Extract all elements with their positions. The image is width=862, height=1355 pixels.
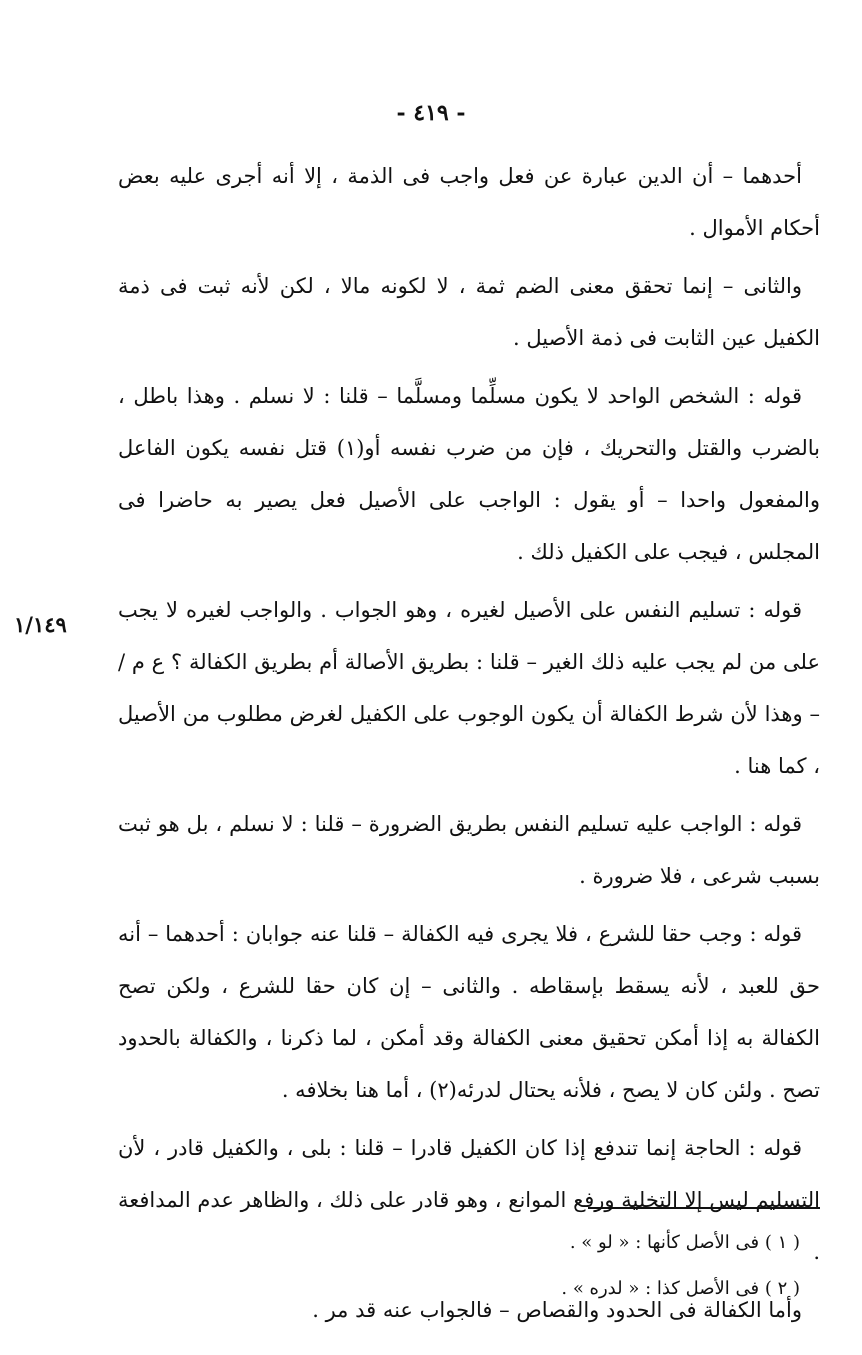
paragraph: قوله : تسليم النفس على الأصيل لغيره ، وهو الجواب . والواجب لغيره لا يجب على من لم يجب عليه ذلك الغير – قلنا : بطريق الأصالة أم بطريق الكفالة ؟ ع م / – وهذا لأن شرط الكفالة أن يكون الوجوب على الكفيل لغرض مطلوب من الأصيل ، كما هنا . xyxy=(118,598,820,778)
footnote: ( ٢ ) فى الأصل كذا : « لدره » . xyxy=(561,1278,800,1299)
paragraph: وأما الكفالة فى الحدود والقصاص – فالجواب عنه قد مر . xyxy=(312,1298,802,1322)
paragraph: والثانى – إنما تحقق معنى الضم ثمة ، لا لكونه مالا ، لكن لأنه ثبت فى ذمة الكفيل عين الثابت فى ذمة الأصيل . xyxy=(118,274,820,350)
page-number: - ٤١٩ - xyxy=(396,100,466,126)
footnote-divider xyxy=(588,1207,820,1209)
footnotes xyxy=(360,1220,800,1312)
margin-reference: ١/١٤٩ xyxy=(14,612,67,637)
footnote: ( ١ ) فى الأصل كأنها : « لو » . xyxy=(569,1232,800,1253)
main-text xyxy=(118,150,820,1342)
paragraph: قوله : الحاجة إنما تندفع إذا كان الكفيل قادرا – قلنا : بلى ، والكفيل قادر ، لأن التسليم ليس إلا التخلية ورفع الموانع ، وهو قادر على ذلك ، والظاهر عدم المدافعة . xyxy=(118,1136,820,1264)
paragraph: قوله : الشخص الواحد لا يكون مسلِّما ومسلَّما – قلنا : لا نسلم . وهذا باطل ، بالضرب والقتل والتحريك ، فإن من ضرب نفسه أو(١) قتل نفسه يكون الفاعل والمفعول واحدا – أو يقول : الواجب على الأصيل فعل يصير به حاضرا فى المجلس ، فيجب على الكفيل ذلك . xyxy=(118,384,820,564)
paragraph: أحدهما – أن الدين عبارة عن فعل واجب فى الذمة ، إلا أنه أجرى عليه بعض أحكام الأموال . xyxy=(118,164,820,240)
paragraph: قوله : وجب حقا للشرع ، فلا يجرى فيه الكفالة – قلنا عنه جوابان : أحدهما – أنه حق للعبد ، لأنه يسقط بإسقاطه . والثانى – إن كان حقا للشرع ، ولكن تصح الكفالة به إذا أمكن تحقيق معنى الكفالة وقد أمكن ، لما ذكرنا ، والكفالة بالحدود تصح . ولئن كان لا يصح ، فلأنه يحتال لدرئه(٢) ، أما هنا بخلافه . xyxy=(118,922,820,1102)
paragraph: قوله : الواجب عليه تسليم النفس بطريق الضرورة – قلنا : لا نسلم ، بل هو ثبت بسبب شرعى ، فلا ضرورة . xyxy=(118,812,820,888)
